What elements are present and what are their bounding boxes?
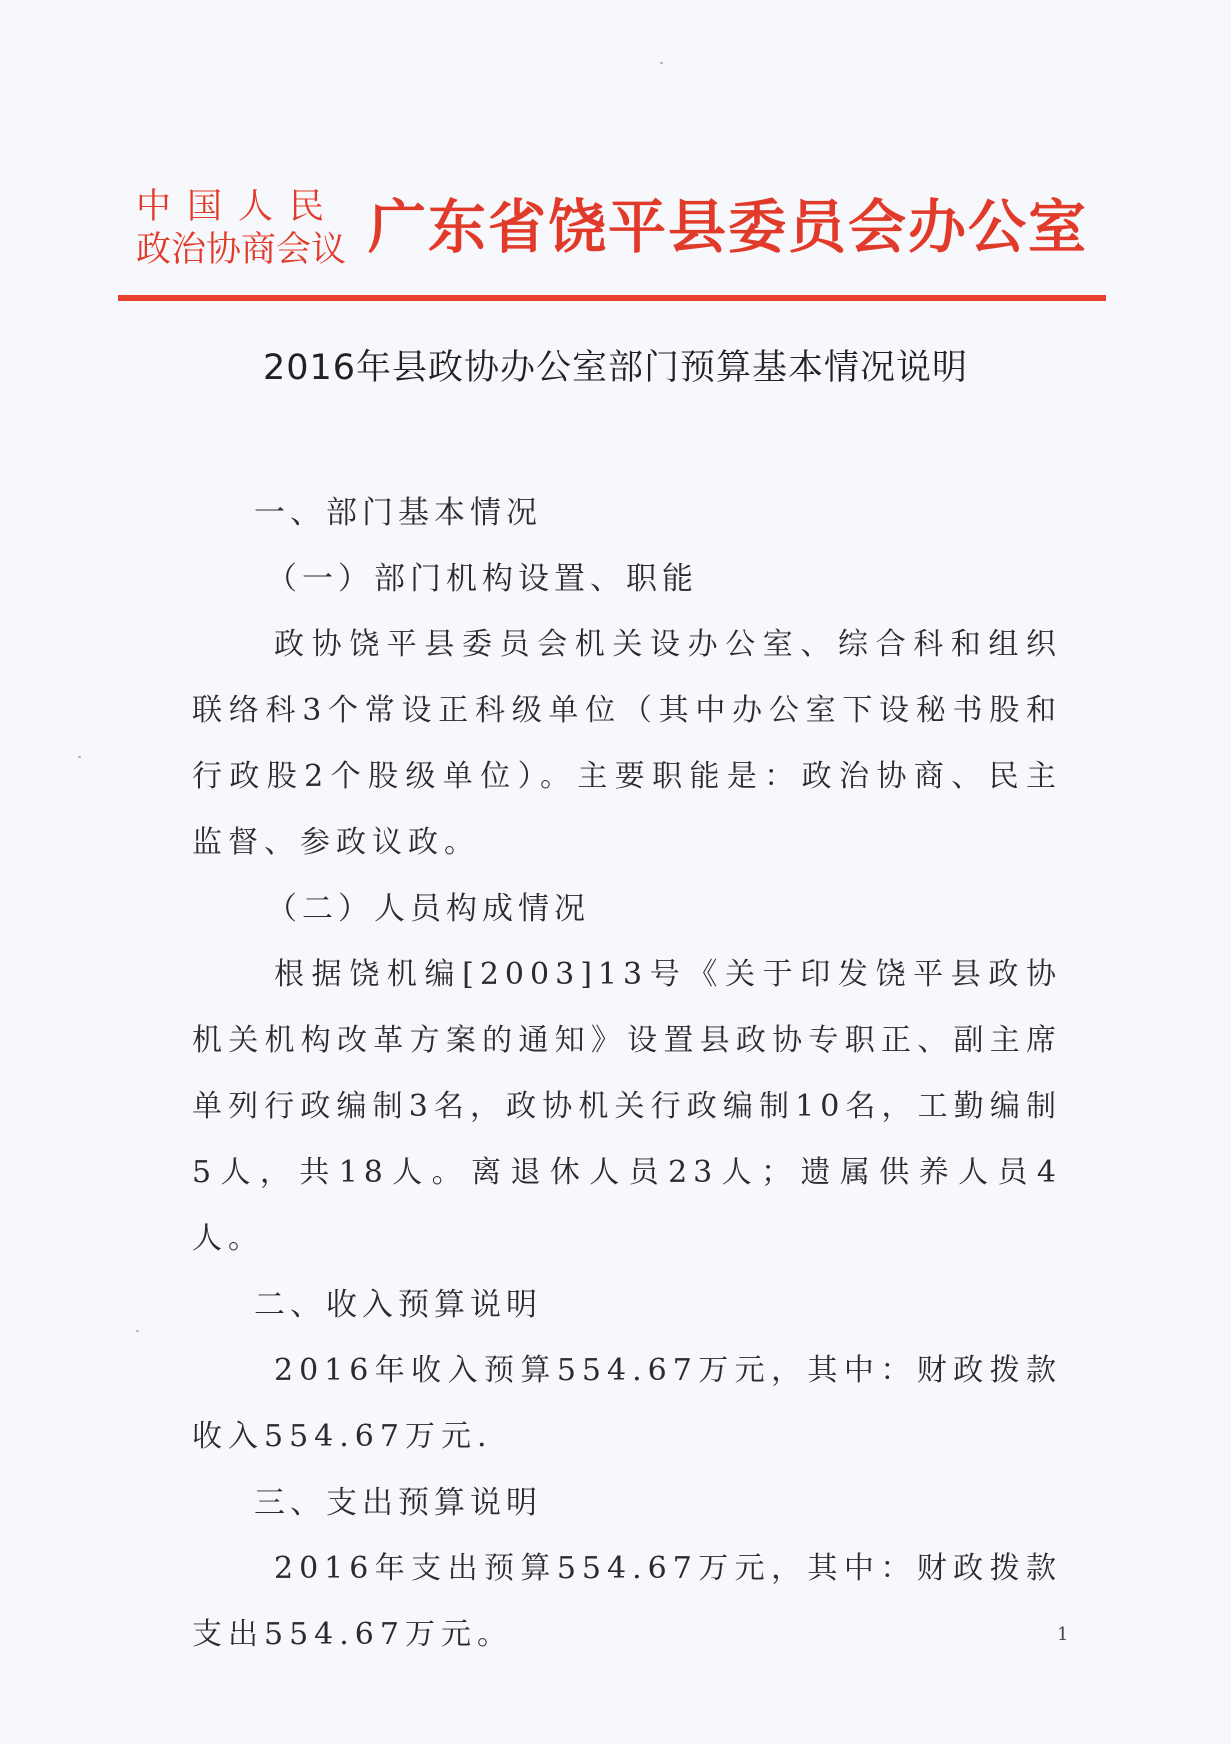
letterhead-small-line2: 政治协商会议 xyxy=(136,230,347,270)
scan-speck xyxy=(136,1330,139,1332)
document-body xyxy=(192,480,1062,1668)
section-1-1-heading: （一）部门机构设置、职能 xyxy=(266,561,698,597)
letterhead-small-line1: 中国人民 xyxy=(136,187,341,227)
letterhead-org-small xyxy=(136,186,360,272)
section-2-heading: 二、收入预算说明 xyxy=(254,1287,542,1323)
section-2-paragraph: 2016年收入预算554.67万元，其中：财政拨款收入554.67万元. xyxy=(192,1353,1062,1454)
section-3-paragraph: 2016年支出预算554.67万元，其中：财政拨款支出554.67万元。 xyxy=(192,1551,1062,1652)
section-1-1-paragraph: 政协饶平县委员会机关设办公室、综合科和组织联络科3个常设正科级单位（其中办公室下设秘书股和行政股2个股级单位）。主要职能是：政治协商、民主监督、参政议政。 xyxy=(192,627,1062,860)
scan-speck xyxy=(660,62,663,64)
scan-speck xyxy=(78,756,81,758)
page-number: 1 xyxy=(1057,1624,1069,1645)
section-1-2-heading: （二）人员构成情况 xyxy=(266,891,590,927)
section-1-2-paragraph: 根据饶机编[2003]13号《关于印发饶平县政协机关机构改革方案的通知》设置县政协专职正、副主席单列行政编制3名，政协机关行政编制10名，工勤编制5人，共18人。离退休人员23人；遗属供养人员4人。 xyxy=(192,957,1062,1256)
document-title: 2016年县政协办公室部门预算基本情况说明 xyxy=(262,348,969,388)
section-1-heading: 一、部门基本情况 xyxy=(254,495,542,531)
section-3-heading: 三、支出预算说明 xyxy=(254,1485,542,1521)
letterhead xyxy=(136,186,1106,276)
letterhead-org-big: 广东省饶平县委员会办公室 xyxy=(368,193,1089,261)
letterhead-red-divider xyxy=(118,295,1106,301)
